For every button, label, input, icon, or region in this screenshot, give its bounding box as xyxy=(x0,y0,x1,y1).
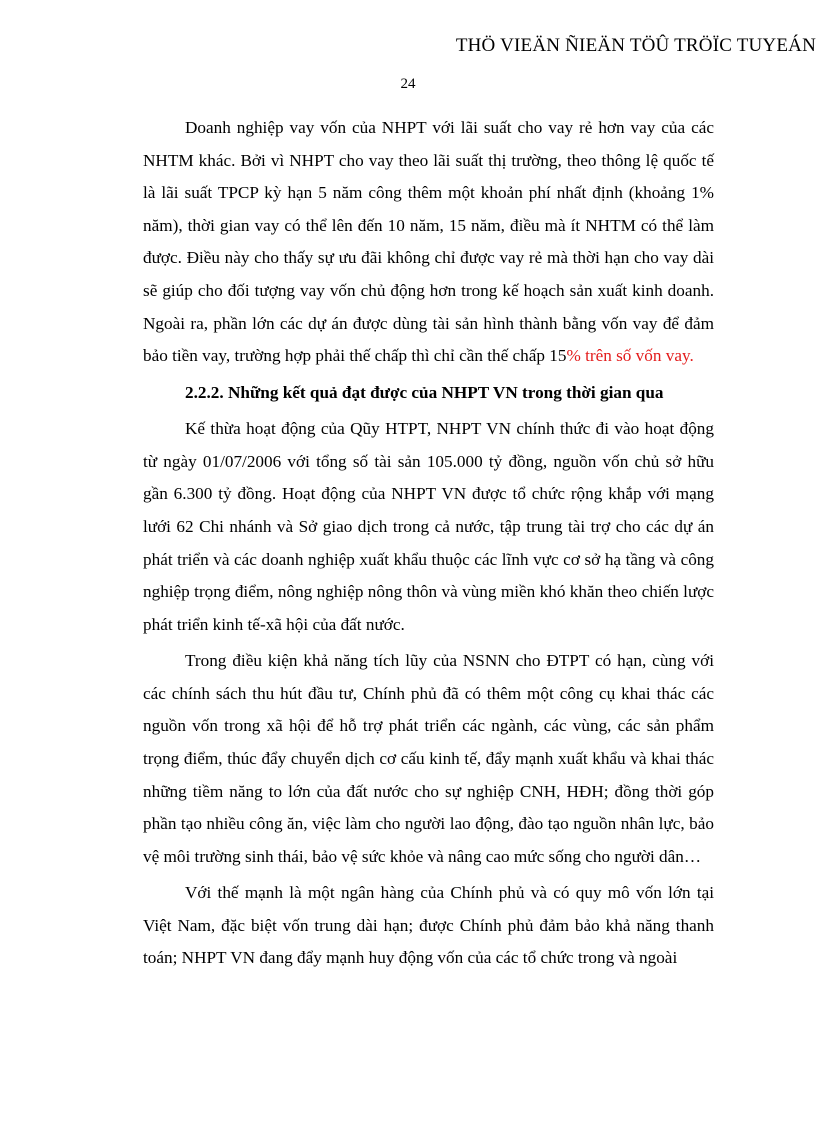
paragraph-loan-terms-text: Doanh nghiệp vay vốn của NHPT với lãi suất cho vay rẻ hơn vay của các NHTM khác. Bởi vì NHPT cho vay theo lãi suất thị trường, theo thông lệ quốc tế là lãi suất TPCP kỳ hạn 5 năm công thêm một khoản phí nhất định (khoảng 1% năm), thời gian vay có thể lên đến 10 năm, 15 năm, điều mà ít NHTM có thể làm được. Điều này cho thấy sự ưu đãi không chỉ được vay rẻ mà thời hạn cho vay dài sẽ giúp cho đối tượng vay vốn chủ động hơn trong kế hoạch sản xuất kinh doanh. Ngoài ra, phần lớn các dự án được dùng tài sản hình thành bằng vốn vay để đảm bảo tiền vay, trường hợp phải thế chấp thì chỉ cần thế chấp 15 xyxy=(143,118,714,366)
running-header: THÖ VIEÄN ÑIEÄN TÖÛ TRÖÏC TUYEÁN xyxy=(455,35,816,56)
paragraph-history: Kế thừa hoạt động của Qũy HTPT, NHPT VN chính thức đi vào hoạt động từ ngày 01/07/2006 với tổng số tài sản 105.000 tỷ đồng, nguồn vốn chủ sở hữu gần 6.300 tỷ đồng. Hoạt động của NHPT VN được tổ chức rộng khắp với mạng lưới 62 Chi nhánh và Sở giao dịch trong cả nước, tập trung tài trợ cho các dự án phát triển và các doanh nghiệp xuất khẩu thuộc các lĩnh vực cơ sở hạ tầng và công nghiệp trọng điểm, nông nghiệp nông thôn và vùng miền khó khăn theo chiến lược phát triển kinh tế-xã hội của đất nước. xyxy=(143,419,714,634)
page-number: 24 xyxy=(400,76,416,92)
paragraph-loan-terms xyxy=(143,112,714,373)
document-body xyxy=(143,112,714,979)
paragraph-government-policy: Trong điều kiện khả năng tích lũy của NSNN cho ĐTPT có hạn, cùng với các chính sách thu hút đầu tư, Chính phủ đã có thêm một công cụ khai thác các nguồn vốn trong xã hội để hỗ trợ phát triển các ngành, các vùng, các sản phẩm trọng điểm, thúc đẩy chuyển dịch cơ cấu kinh tế, đẩy mạnh xuất khẩu và khai thác những tiềm năng to lớn của đất nước cho sự nghiệp CNH, HĐH; đồng thời góp phần tạo nhiều công ăn, việc làm cho người lao động, đào tạo nguồn nhân lực, bảo vệ môi trường sinh thái, bảo vệ sức khỏe và nâng cao mức sống cho người dân… xyxy=(143,651,714,866)
highlighted-text-collateral: % trên số vốn vay. xyxy=(566,346,694,366)
paragraph-capital-mobilization: Với thế mạnh là một ngân hàng của Chính phủ và có quy mô vốn lớn tại Việt Nam, đặc biệt vốn trung dài hạn; được Chính phủ đảm bảo khả năng thanh toán; NHPT VN đang đẩy mạnh huy động vốn của các tổ chức trong và ngoài xyxy=(143,883,714,968)
section-heading: 2.2.2. Những kết quả đạt được của NHPT VN trong thời gian qua xyxy=(185,382,664,402)
